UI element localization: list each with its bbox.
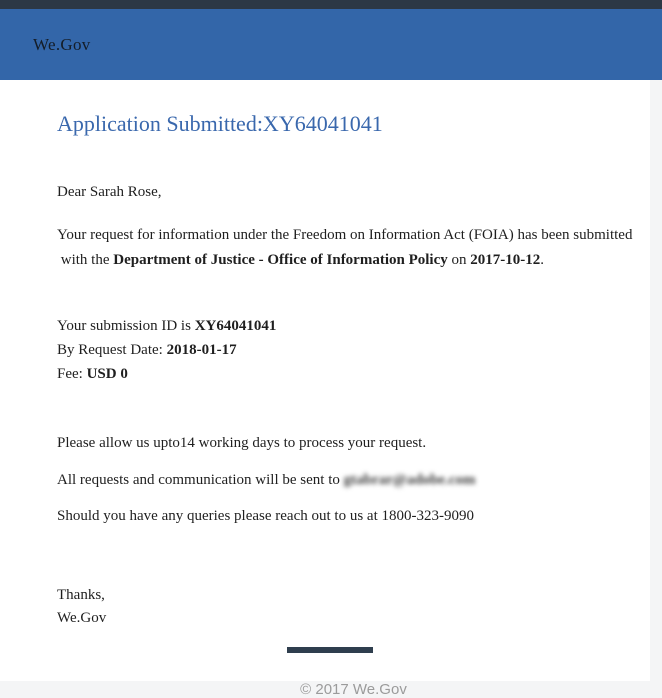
fee-row <box>57 362 650 386</box>
queries-note: Should you have any queries please reach out to us at 1800-323-9090 <box>57 508 474 524</box>
intro-paragraph <box>57 223 650 272</box>
request-date-row <box>57 338 650 362</box>
brand-header <box>0 9 662 80</box>
intro-line2-on: on <box>447 251 471 268</box>
request-date-value: 2018-01-17 <box>166 342 237 358</box>
submission-id-label: Your submission ID is <box>57 318 195 334</box>
greeting-text: Dear Sarah Rose, <box>57 184 162 200</box>
email-content-card <box>0 80 650 698</box>
submission-details <box>57 314 650 386</box>
intro-line1: Your request for information under the Freedom on Information Act (FOIA) has been submitted <box>57 227 633 243</box>
intro-line2-prefix: with the <box>57 251 114 268</box>
submission-id-row <box>57 314 650 338</box>
signoff-block <box>57 584 650 630</box>
request-date-label: By Request Date: <box>57 342 167 358</box>
communication-note <box>57 471 650 490</box>
divider-bar <box>287 647 373 653</box>
signoff-brand: We.Gov <box>57 610 107 626</box>
top-accent-bar <box>0 0 662 9</box>
communication-prefix: All requests and communication will be sent to <box>57 472 344 488</box>
submission-id-value: XY64041041 <box>194 318 277 334</box>
redacted-recipient-email: gtabrar@adobe.com <box>343 472 476 488</box>
copyright-text: © 2017 We.Gov <box>300 681 407 698</box>
footer <box>57 681 650 698</box>
fee-label: Fee: <box>57 366 87 382</box>
intro-line2-period: . <box>540 251 544 268</box>
page-title: Application Submitted:XY64041041 <box>57 111 383 136</box>
signoff-thanks: Thanks, <box>57 587 105 603</box>
brand-logo-text: We.Gov <box>33 34 91 54</box>
fee-value: USD 0 <box>86 366 128 382</box>
processing-note: Please allow us upto14 working days to process your request. <box>57 435 427 451</box>
agency-name: Department of Justice - Office of Information Policy <box>113 251 448 268</box>
submitted-date: 2017-10-12 <box>470 251 541 268</box>
